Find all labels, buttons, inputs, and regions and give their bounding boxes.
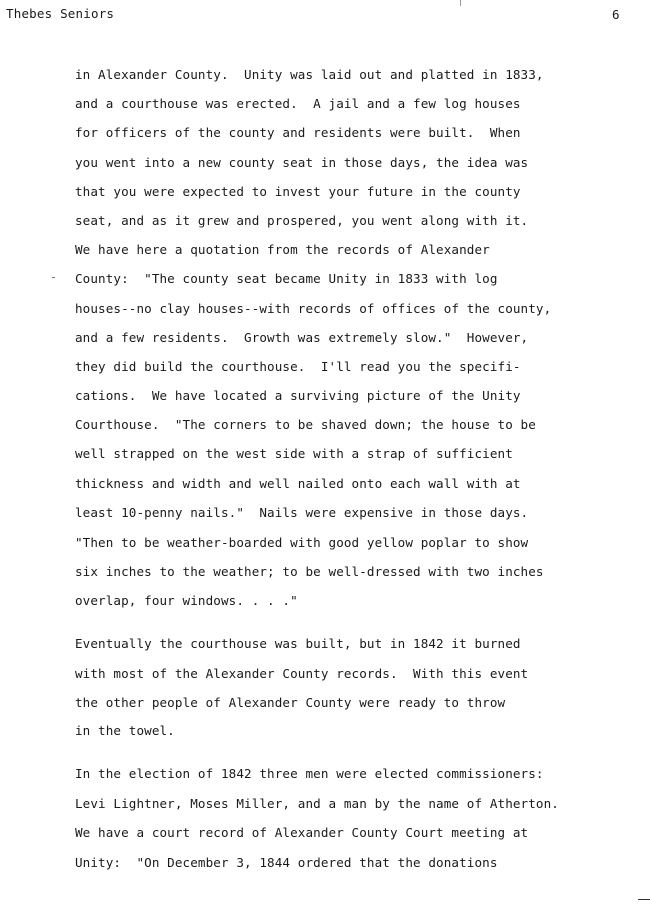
- text-line: seat, and as it grew and prospered, you went along with it.: [75, 213, 529, 228]
- text-line: cations. We have located a surviving picture of the Unity: [75, 388, 521, 403]
- text-line: six inches to the weather; to be well-dressed with two inches: [75, 564, 544, 579]
- text-line: least 10-penny nails." Nails were expensive in those days.: [75, 505, 529, 520]
- text-line: Courthouse. "The corners to be shaved down; the house to be: [75, 417, 536, 432]
- text-line: overlap, four windows. . . .": [75, 593, 298, 608]
- text-line: and a few residents. Growth was extremely slow." However,: [75, 330, 529, 345]
- text-line: that you were expected to invest your future in the county: [75, 184, 521, 199]
- text-line: houses--no clay houses--with records of offices of the county,: [75, 301, 552, 316]
- text-line: they did build the courthouse. I'll read you the specifi-: [75, 359, 521, 374]
- page-number: 6: [612, 7, 620, 22]
- text-line: in Alexander County. Unity was laid out and platted in 1833,: [75, 67, 544, 82]
- text-line: "Then to be weather-boarded with good yellow poplar to show: [75, 535, 529, 550]
- text-line: you went into a new county seat in those days, the idea was: [75, 155, 529, 170]
- text-line: County: "The county seat became Unity in 1833 with log: [75, 271, 498, 286]
- text-line: In the election of 1842 three men were elected commissioners:: [75, 766, 544, 781]
- text-line: with most of the Alexander County records. With this event: [75, 666, 529, 681]
- text-line: for officers of the county and residents were built. When: [75, 125, 521, 140]
- text-line: thickness and width and well nailed onto each wall with at: [75, 476, 521, 491]
- scan-speck: [460, 0, 461, 6]
- text-line: We have a court record of Alexander County Court meeting at: [75, 825, 529, 840]
- running-header-title: Thebes Seniors: [6, 6, 115, 21]
- scan-edge-mark: [638, 899, 650, 900]
- text-line: the other people of Alexander County were ready to throw: [75, 695, 506, 710]
- text-line: We have here a quotation from the records of Alexander: [75, 242, 490, 257]
- text-line: Levi Lightner, Moses Miller, and a man by the name of Atherton.: [75, 796, 559, 811]
- text-line: Unity: "On December 3, 1844 ordered that the donations: [75, 855, 498, 870]
- margin-mark: [52, 277, 55, 278]
- text-line: Eventually the courthouse was built, but in 1842 it burned: [75, 636, 521, 651]
- text-line: and a courthouse was erected. A jail and a few log houses: [75, 96, 521, 111]
- text-line: well strapped on the west side with a strap of sufficient: [75, 446, 513, 461]
- text-line: in the towel.: [75, 723, 175, 738]
